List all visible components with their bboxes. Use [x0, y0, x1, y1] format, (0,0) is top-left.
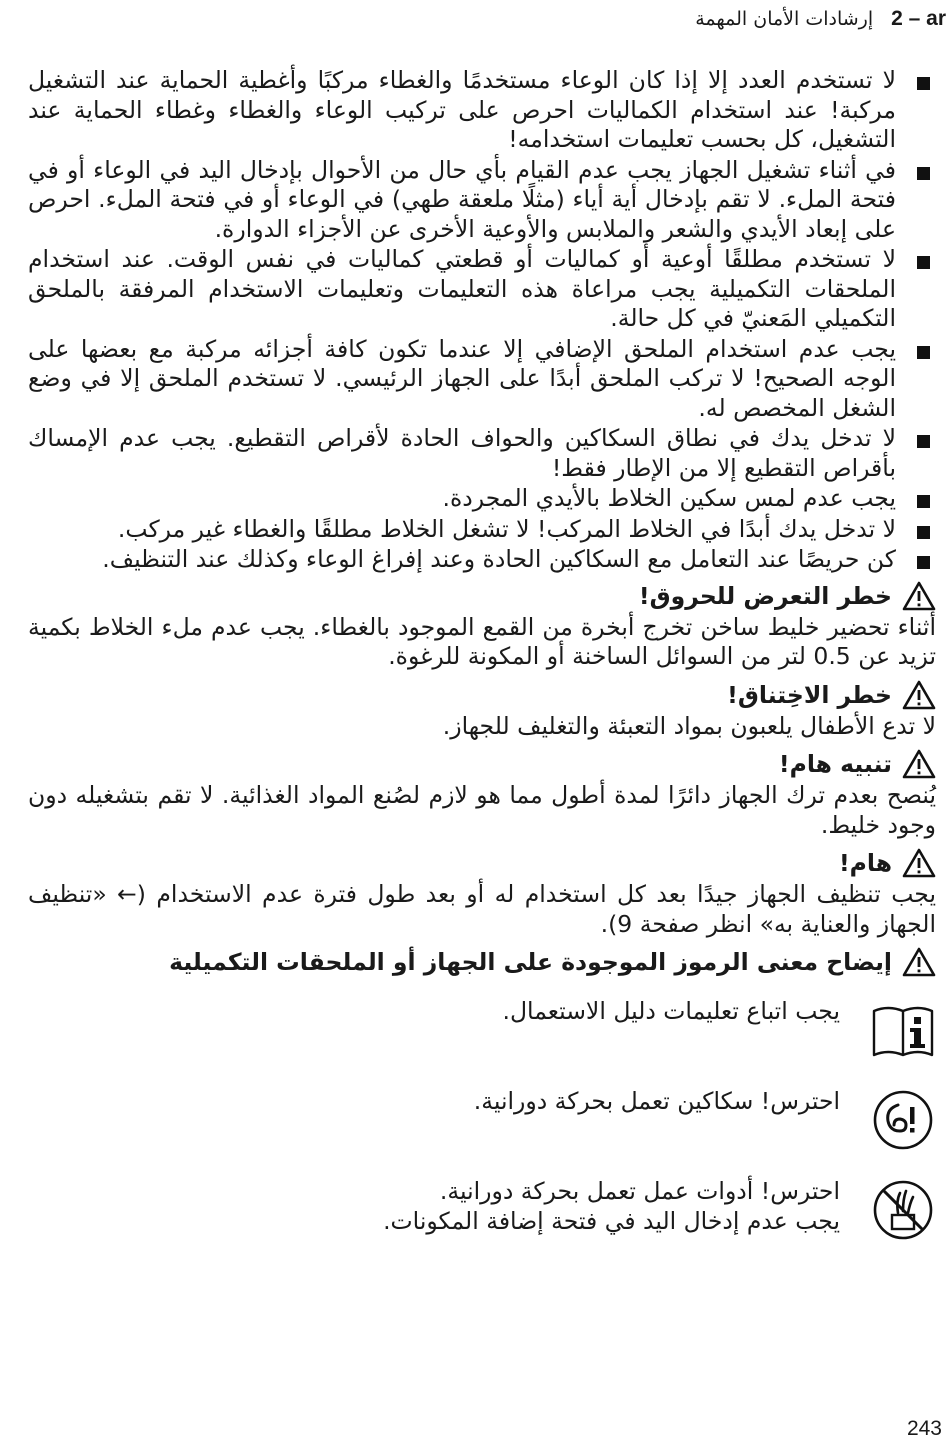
manual-info-icon — [870, 997, 936, 1063]
warning-text: لا تدع الأطفال يلعبون بمواد التعبئة والتغليف للجهاز. — [442, 711, 936, 740]
symbol-row — [28, 997, 936, 1075]
warning-triangle-icon — [902, 680, 936, 710]
content — [28, 66, 936, 1267]
page-header — [695, 4, 946, 34]
bullet-square-icon — [917, 495, 930, 508]
warning-triangle-icon — [902, 947, 936, 977]
symbol-row — [28, 1087, 936, 1165]
list-item: لا تدخل يدك أبدًا في الخلاط المركب! لا تشغل الخلاط مطلقًا والغطاء غير مركب. — [28, 515, 936, 545]
no-hand-icon — [870, 1177, 936, 1243]
page-label: 2 – ar — [891, 7, 946, 30]
warning-title: خطر التعرض للحروق! — [638, 581, 892, 610]
warning-suffocation — [28, 678, 936, 742]
list-item: في أثناء تشغيل الجهاز يجب عدم القيام بأي حال من الأحوال بإدخال اليد في الوعاء أو في فتحة الملء. لا تقم بإدخال أية أياء (مثلًا ملعقة طهي) في الوعاء أو في فتحة الملء. احرص على إبعاد الأيدي والشعر والملابس والأوعية الأخرى عن الأجزاء الدوارة. — [28, 156, 936, 245]
rotating-knife-icon — [870, 1087, 936, 1153]
bullet-square-icon — [917, 167, 930, 180]
warning-text: يجب تنظيف الجهاز جيدًا بعد كل استخدام له أو بعد طول فترة عدم الاستخدام (← «تنظيف الجهاز والعناية به» انظر صفحة 9). — [28, 880, 936, 938]
symbol-text-2: يجب عدم إدخال اليد في فتحة إضافة المكونات. — [383, 1206, 840, 1235]
list-item: لا تدخل يدك في نطاق السكاكين والحواف الحادة لأقراص التقطيع. يجب عدم الإمساك بأقراص التقطيع إلا من الإطار فقط! — [28, 424, 936, 483]
symbols-list — [28, 997, 936, 1255]
symbol-text: احترس! أدوات عمل تعمل بحركة دورانية. — [439, 1177, 840, 1205]
warning-burns — [28, 579, 936, 672]
bullet-square-icon — [917, 435, 930, 448]
warning-text: أثناء تحضير خليط ساخن تخرج أبخرة من القمع الموجود بالغطاء. يجب عدم ملء الخلاط بكمية تزيد عن 0.5 لتر من السوائل الساخنة أو المكونة للرغوة. — [28, 612, 936, 670]
list-item: يجب عدم استخدام الملحق الإضافي إلا عندما تكون كافة أجزائه مركبة مع بعضها على الوجه الصحيح! لا تركب الملحق أبدًا على الجهاز الرئيسي. لا تستخدم الملحق إلا في وضع الشغل المخصص له. — [28, 335, 936, 424]
list-item: يجب عدم لمس سكين الخلاط بالأيدي المجردة. — [28, 484, 936, 514]
warning-text: يُنصح بعدم ترك الجهاز دائرًا لمدة أطول مما هو لازم لصُنع المواد الغذائية. لا تقم بتشغيله دون وجود خليط. — [28, 781, 936, 839]
warning-triangle-icon — [902, 581, 936, 611]
page-number: 243 — [906, 1417, 942, 1440]
section-title: إرشادات الأمان المهمة — [695, 8, 874, 30]
symbol-text: احترس! سكاكين تعمل بحركة دورانية. — [473, 1087, 840, 1115]
warning-title: هام! — [838, 849, 892, 877]
symbols-section — [28, 945, 936, 1255]
warning-attention — [28, 747, 936, 840]
warning-triangle-icon — [902, 749, 936, 779]
warning-title: تنبيه هام! — [778, 750, 892, 778]
bullet-square-icon — [917, 256, 930, 269]
list-item: لا تستخدم العدد إلا إذا كان الوعاء مستخدمًا والغطاء مركبًا وأغطية الحماية عند التشغيل مركبة! عند استخدام الكماليات احرص على تركيب الوعاء والغطاء وغطاء الحماية عند التشغيل، كل بحسب تعليمات استخدامه! — [28, 66, 936, 155]
bullet-square-icon — [917, 346, 930, 359]
bullet-square-icon — [917, 556, 930, 569]
bullet-square-icon — [917, 77, 930, 90]
safety-list — [28, 66, 936, 575]
warning-triangle-icon — [902, 848, 936, 878]
list-item: لا تستخدم مطلقًا أوعية أو كماليات أو قطعتي كماليات في نفس الوقت. عند استخدام الملحقات التكميلية يجب مراعاة هذه التعليمات وتعليمات الاستخدام المرفقة بالملحق التكميلي المَعنيّ في كل حالة. — [28, 245, 936, 334]
symbol-text: يجب اتباع تعليمات دليل الاستعمال. — [502, 997, 840, 1025]
symbol-row — [28, 1177, 936, 1255]
bullet-square-icon — [917, 526, 930, 539]
warning-title: خطر الاخِتناق! — [727, 680, 892, 709]
list-item: كن حريصًا عند التعامل مع السكاكين الحادة وعند إفراغ الوعاء وكذلك عند التنظيف. — [28, 545, 936, 575]
symbols-title: إيضاح معنى الرموز الموجودة على الجهاز أو الملحقات التكميلية — [169, 948, 892, 976]
warning-important — [28, 846, 936, 939]
